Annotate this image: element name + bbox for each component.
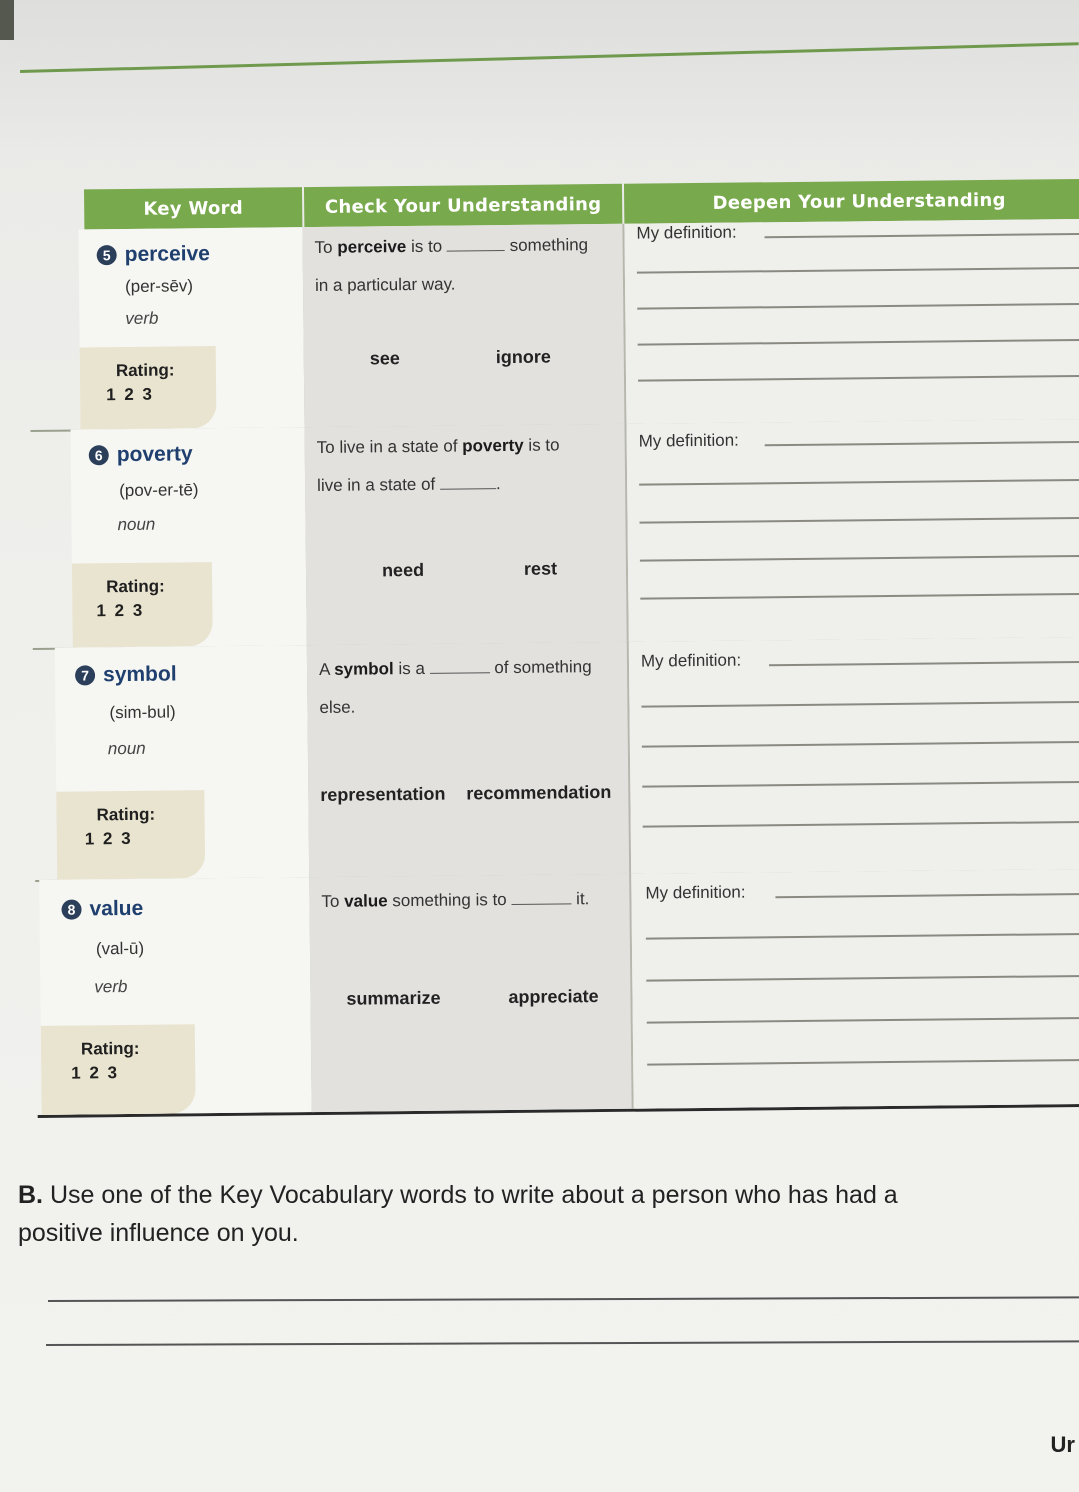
part-of-speech: verb [94, 977, 128, 997]
table-row-symbol [33, 637, 1079, 882]
number-badge: 8 [61, 899, 81, 919]
number-badge: 7 [75, 665, 95, 685]
key-word [61, 897, 143, 922]
word-text: symbol [102, 662, 177, 687]
rating-box [72, 562, 213, 647]
writing-line[interactable] [643, 821, 1079, 827]
rating-box [80, 346, 217, 429]
key-word [89, 442, 193, 467]
sentence-keyword: symbol [334, 659, 394, 679]
deepen-understanding-cell [626, 419, 1079, 642]
sentence-text: is to [406, 236, 448, 257]
rating-label: Rating: [106, 576, 165, 597]
pronunciation: (pov-er-tē) [119, 480, 199, 501]
number-badge: 6 [89, 445, 109, 465]
section-b-label: B. [18, 1181, 43, 1209]
pronunciation: (sim-bul) [109, 702, 176, 723]
sentence-text: something is to [387, 889, 512, 911]
word-text: poverty [116, 442, 193, 467]
sentence-text: A [318, 659, 335, 679]
page-edge [0, 0, 14, 40]
rating-options[interactable]: 1 2 3 [96, 600, 145, 621]
page-top-shadow [0, 0, 1079, 160]
answer-blank[interactable] [511, 903, 571, 905]
rating-label: Rating: [80, 1038, 140, 1059]
sentence-text: in a particular way. [314, 274, 456, 295]
part-of-speech: noun [107, 738, 146, 759]
writing-line[interactable] [647, 1017, 1079, 1023]
my-definition-label: My definition: [640, 650, 742, 671]
check-understanding-cell [309, 874, 633, 1112]
writing-line[interactable] [638, 339, 1079, 345]
sentence-text: To live in a state of [316, 436, 463, 457]
answer-blank[interactable] [440, 488, 496, 490]
rating-label: Rating: [96, 804, 156, 825]
my-definition-label: My definition: [638, 430, 739, 451]
sentence-text: . [495, 474, 501, 494]
sentence-keyword: perceive [337, 237, 407, 257]
sentence-text: it. [571, 889, 590, 909]
table-row-poverty [31, 419, 1079, 650]
pronunciation: (per-sēv) [124, 276, 194, 296]
writing-line[interactable] [641, 701, 1079, 707]
sentence-text: is a [393, 658, 430, 679]
sentence [321, 880, 625, 921]
writing-line[interactable] [646, 933, 1079, 939]
writing-line[interactable] [638, 375, 1079, 381]
word-text: perceive [124, 242, 211, 266]
header-deepen-understanding: Deepen Your Understanding [624, 179, 1079, 224]
option-see[interactable]: see [369, 348, 400, 369]
option-summarize[interactable]: summarize [346, 987, 441, 1009]
header-check-understanding: Check Your Understanding [304, 184, 622, 227]
writing-line[interactable] [769, 661, 1079, 666]
option-rest[interactable]: rest [523, 558, 558, 579]
part-of-speech: verb [125, 308, 159, 328]
check-understanding-cell [302, 224, 626, 427]
option-representation[interactable]: representation [320, 783, 446, 805]
deepen-understanding-cell [631, 869, 1079, 1109]
sentence [314, 226, 615, 305]
writing-line[interactable] [647, 1059, 1079, 1065]
answer-blank[interactable] [430, 672, 490, 674]
writing-line[interactable] [640, 555, 1079, 561]
key-word [75, 662, 177, 687]
my-definition-label: My definition: [636, 222, 737, 243]
sentence-keyword: value [344, 891, 388, 911]
section-b-text: Use one of the Key Vocabulary words to write about a person who has had a positive influence on you. [18, 1181, 898, 1247]
option-ignore[interactable]: ignore [495, 346, 551, 368]
writing-line[interactable] [640, 593, 1079, 599]
writing-line[interactable] [642, 741, 1079, 747]
table-row-perceive [28, 219, 1079, 432]
number-badge: 5 [97, 245, 117, 265]
key-word-cell [39, 877, 313, 1115]
sentence-text: of something [489, 657, 592, 678]
key-word-cell [55, 645, 311, 880]
writing-line[interactable] [637, 303, 1079, 309]
writing-line[interactable] [642, 781, 1079, 787]
pronunciation: (val-ū) [95, 938, 145, 959]
page-corner-text: Ur [1050, 1432, 1075, 1457]
rating-options[interactable]: 1 2 3 [71, 1063, 120, 1083]
writing-line[interactable] [775, 893, 1079, 898]
writing-line[interactable] [646, 975, 1079, 981]
writing-line[interactable] [640, 517, 1079, 523]
sentence-text: live in a state of [317, 474, 441, 495]
deepen-understanding-cell [624, 219, 1079, 424]
sentence [317, 426, 618, 505]
deepen-understanding-cell [629, 637, 1079, 874]
vocabulary-table [28, 179, 1079, 1115]
writing-line[interactable] [765, 233, 1079, 238]
sentence-text: else. [319, 697, 356, 717]
writing-line[interactable] [765, 441, 1079, 446]
my-definition-label: My definition: [645, 882, 746, 903]
option-need[interactable]: need [381, 559, 425, 581]
part-of-speech: noun [117, 514, 156, 535]
section-b-prompt [18, 1176, 918, 1252]
sentence [319, 648, 624, 727]
rating-options[interactable]: 1 2 3 [106, 384, 155, 405]
sentence-keyword: poverty [462, 435, 524, 456]
word-text: value [89, 896, 144, 921]
answer-blank[interactable] [447, 250, 505, 252]
check-understanding-cell [304, 424, 628, 645]
rating-label: Rating: [115, 360, 175, 381]
sentence-text: To [321, 891, 345, 911]
table-row-value [35, 869, 1079, 1118]
key-word-cell [78, 227, 306, 429]
option-recommendation[interactable]: recommendation [466, 781, 612, 804]
writing-line[interactable] [637, 267, 1079, 273]
sentence-text: something [504, 235, 589, 256]
check-understanding-cell [307, 642, 631, 877]
key-word-cell [71, 427, 309, 647]
answer-line[interactable] [46, 1340, 1079, 1346]
option-appreciate[interactable]: appreciate [508, 986, 599, 1008]
header-key-word: Key Word [84, 187, 302, 229]
rating-box [41, 1024, 196, 1115]
answer-line[interactable] [48, 1296, 1079, 1302]
key-word [97, 242, 210, 267]
writing-line[interactable] [639, 479, 1079, 485]
sentence-text: To [314, 237, 338, 258]
rating-box [56, 790, 205, 880]
sentence-text: is to [523, 435, 560, 455]
rating-options[interactable]: 1 2 3 [84, 828, 133, 849]
